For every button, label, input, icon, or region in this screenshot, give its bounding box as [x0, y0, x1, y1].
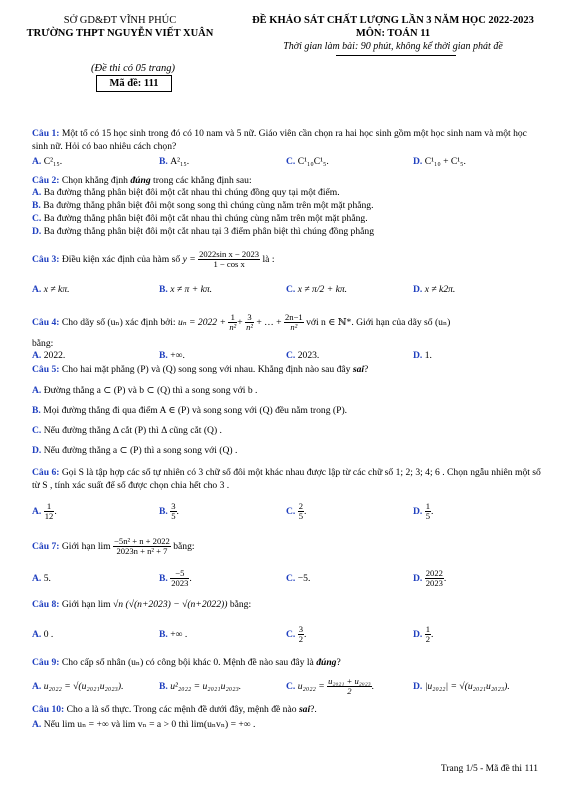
- q10-option-a[interactable]: A. Nếu lim uₙ = +∞ và lim vₙ = a > 0 thì lim(uₙvₙ) = +∞ .: [32, 719, 256, 730]
- question-6-label: Câu 6:: [32, 467, 60, 478]
- option-key: D.: [413, 350, 425, 361]
- question-8-text: Giới hạn lim: [61, 599, 111, 610]
- question-4-label: Câu 4:: [32, 317, 60, 328]
- option-key: D.: [32, 226, 44, 237]
- q6-c-key: C.: [286, 506, 296, 517]
- question-7-options: [32, 567, 542, 591]
- question-10-text: Cho a là số thực. Trong các mệnh đề dưới đây, mệnh đề nào: [66, 704, 297, 715]
- q9-a-key: A.: [32, 681, 42, 692]
- q4-formula-mid: + … +: [256, 317, 282, 328]
- q7-fraction: [113, 537, 171, 556]
- q3-func-denominator: 1 − cos x: [213, 259, 245, 270]
- q3-func-numerator: 2022sin x − 2023: [199, 249, 260, 260]
- q9-c-den: 2: [347, 686, 352, 697]
- question-5-label: Câu 5:: [32, 364, 60, 375]
- question-3-label: Câu 3:: [32, 254, 60, 265]
- question-5-emphasis: sai: [352, 364, 365, 375]
- q4-term-1-den: n²: [229, 322, 237, 333]
- q6-a-num: 1: [44, 502, 55, 512]
- q2-option-c[interactable]: C. Ba đường thẳng phân biệt đôi một cắt nhau thì chúng cùng nằm trên một mặt phẳng.: [32, 213, 368, 224]
- option-key: A.: [32, 719, 44, 730]
- q9-option-a[interactable]: [32, 675, 123, 699]
- q5-option-b[interactable]: B. Mọi đường thẳng đi qua điểm A ∈ (P) và song song với (Q) đều nằm trong (P).: [32, 405, 348, 416]
- question-3-text-after: là :: [262, 254, 275, 265]
- q4-term-n-den: n²: [290, 322, 298, 333]
- q8-c-key: C.: [286, 629, 296, 640]
- q9-d-value: |u₂₀₂₂| = √(u₂₀₂₁u₂₀₂₃).: [424, 681, 510, 692]
- question-7-label: Câu 7:: [32, 541, 60, 552]
- q3-option-d[interactable]: D. x ≠ k2π.: [413, 284, 456, 295]
- q6-option-a[interactable]: A. $\frac{1}{12}$ .: [32, 501, 57, 522]
- q9-b-key: B.: [159, 681, 168, 692]
- q4-term-n: [284, 313, 304, 332]
- option-key: A.: [32, 385, 44, 396]
- pages-note: (Đề thi có 05 trang): [91, 63, 175, 74]
- option-key: C.: [286, 284, 298, 295]
- question-4-cont: bằng:: [32, 338, 54, 349]
- question-9-label: Câu 9:: [32, 657, 60, 668]
- q7-b-key: B.: [159, 573, 168, 584]
- option-key: A.: [32, 284, 44, 295]
- question-9-emphasis: đúng: [316, 657, 337, 668]
- q1-option-b[interactable]: B. A²₁₅.: [159, 156, 190, 167]
- q3-function-fraction: [198, 250, 260, 269]
- q9-option-d[interactable]: [413, 675, 510, 699]
- q6-option-b[interactable]: B. $\frac{3}{5}$ .: [159, 501, 179, 522]
- q8-d-key: D.: [413, 629, 423, 640]
- question-10-emphasis: sai: [298, 704, 311, 715]
- option-key: C.: [32, 425, 44, 436]
- question-7-text: Giới hạn lim: [61, 541, 111, 552]
- q3-option-b[interactable]: B. x ≠ π + kπ.: [159, 284, 213, 295]
- q1-option-d[interactable]: D. C¹₁₀ + C¹₅.: [413, 156, 466, 167]
- q7-b-den: 2023: [171, 578, 189, 589]
- subject: MÔN: TOÁN 11: [355, 28, 431, 39]
- q3-function-lhs: y =: [182, 254, 196, 265]
- q7-b-num: −5: [170, 569, 189, 579]
- question-5-text: Cho hai mặt phẳng (P) và (Q) song song với nhau. Khẳng định nào sau đây: [61, 364, 351, 375]
- question-2-text: Chọn khẳng định: [61, 175, 128, 186]
- option-key: D.: [32, 445, 44, 456]
- question-9: Câu 9: Cho cấp số nhân (uₙ) có công bội khác 0. Mệnh đề nào sau đây là đúng?: [32, 657, 341, 668]
- q3-option-c[interactable]: C. x ≠ π/2 + kπ.: [286, 284, 348, 295]
- question-4-options: [32, 349, 542, 363]
- question-8-options: [32, 622, 542, 648]
- q4-option-d[interactable]: D. 1.: [413, 350, 432, 361]
- q4-formula-tail: với n ∈ ℕ*. Giới hạn của dãy số (uₙ): [306, 317, 451, 328]
- q9-a-value: u₂₀₂₂ = √(u₂₀₂₁u₂₀₂₃).: [43, 681, 124, 692]
- q6-option-c[interactable]: C. $\frac{2}{5}$ .: [286, 501, 307, 522]
- option-key: B.: [159, 156, 171, 167]
- option-key: C.: [286, 156, 298, 167]
- q6-b-num: 3: [171, 501, 176, 512]
- question-8: [32, 597, 542, 613]
- q9-d-key: D.: [413, 681, 423, 692]
- q9-c-key: C.: [286, 681, 296, 692]
- q6-b-den: 5: [171, 511, 176, 522]
- q6-c-den: 5: [298, 511, 304, 522]
- q7-option-a[interactable]: [32, 567, 51, 591]
- q8-d-den: 2: [425, 634, 431, 645]
- q9-option-c[interactable]: C. u₂₀₂₂ = $\frac{\text{u₂₀₂₁ + u₂₀₂₃}}{2}$ .: [286, 676, 375, 697]
- question-10-label: Câu 10:: [32, 704, 65, 715]
- option-key: B.: [159, 284, 171, 295]
- option-key: D.: [413, 156, 425, 167]
- q6-d-num: 1: [425, 501, 431, 512]
- q9-option-b[interactable]: [159, 675, 241, 699]
- page-footer: Trang 1/5 - Mã đề thi 111: [440, 764, 538, 774]
- question-6: [32, 467, 542, 492]
- q4-formula-start: uₙ = 2022 +: [177, 317, 226, 328]
- q4-term-1-num: 1: [228, 313, 237, 323]
- q7-denominator: 2023n + n² + 7: [116, 546, 168, 557]
- q7-d-num: 2022: [425, 568, 443, 579]
- question-2-label: Câu 2:: [32, 175, 60, 186]
- q7-a-value: 5.: [43, 573, 51, 584]
- q7-option-c[interactable]: [286, 567, 310, 591]
- question-4: Câu 4: Cho dãy số (uₙ) xác định bởi: uₙ = 2022 + $\frac{1}{\text{n²}}$ + $\frac{3}{\text{n²}}$ + … + $\frac{2n-1}{\text{n²}}$ với n ∈ ℕ*. Giới hạn của dãy số (uₙ): [32, 312, 451, 333]
- question-1: [32, 128, 542, 153]
- question-5: Câu 5: Cho hai mặt phẳng (P) và (Q) song song với nhau. Khẳng định nào sau đây sai?: [32, 364, 369, 375]
- question-3: [32, 248, 542, 272]
- q5-option-c[interactable]: C. Nếu đường thẳng Δ cắt (P) thì Δ cũng cắt (Q) .: [32, 425, 222, 436]
- q6-c-num: 2: [298, 501, 304, 512]
- q7-numerator: −5n² + n + 2022: [114, 536, 170, 547]
- q9-c-num: u₂₀₂₁ + u₂₀₂₃: [328, 676, 371, 687]
- q7-option-b[interactable]: B. $\frac{-5}{2023}$ .: [159, 568, 192, 589]
- question-9-text: Cho cấp số nhân (uₙ) có công bội khác 0. Mệnh đề nào sau đây là: [61, 657, 314, 668]
- q4-term-n-num: 2n−1: [284, 312, 303, 323]
- q4-option-a[interactable]: A. 2022.: [32, 350, 66, 361]
- q6-a-den: 12: [44, 511, 54, 522]
- q1-option-c[interactable]: C. C¹₁₀C¹₅.: [286, 156, 329, 167]
- exam-title: ĐỀ KHẢO SÁT CHẤT LƯỢNG LẦN 3 NĂM HỌC 2022-2023: [252, 15, 534, 26]
- question-1-text: Một tổ có 15 học sinh trong đó có 10 nam và 5 nữ. Giáo viên cần chọn ra hai học sinh gồm một học sinh nam và một học sinh nữ. Hỏi có bao nhiêu cách chọn?: [32, 128, 527, 152]
- q7-c-key: C.: [286, 573, 296, 584]
- question-8-label: Câu 8:: [32, 599, 60, 610]
- q6-d-den: 5: [425, 511, 431, 522]
- q8-option-d[interactable]: D. $\frac{1}{2}$ .: [413, 624, 434, 645]
- q6-d-key: D.: [413, 506, 423, 517]
- q7-a-key: A.: [32, 573, 42, 584]
- q3-option-a[interactable]: A. x ≠ kπ.: [32, 284, 70, 295]
- question-1-label: Câu 1:: [32, 128, 60, 139]
- question-2-text-after: trong các khẳng định sau:: [153, 175, 252, 186]
- q8-d-num: 1: [425, 624, 431, 635]
- option-key: B.: [32, 405, 44, 416]
- q4-term-2: [245, 313, 254, 332]
- q2-option-a[interactable]: A. Ba đường thẳng phân biệt đôi một cắt nhau thì chúng đồng quy tại một điểm.: [32, 187, 340, 198]
- option-key: A.: [32, 156, 44, 167]
- option-key: B.: [159, 350, 171, 361]
- q8-a-key: A.: [32, 629, 42, 640]
- q5-option-a[interactable]: A. Đường thẳng a ⊂ (P) và b ⊂ (Q) thì a song song với b .: [32, 385, 258, 396]
- option-key: C.: [286, 350, 298, 361]
- q8-b-key: B.: [159, 629, 168, 640]
- exam-code-box: Mã đề: 111: [96, 75, 172, 92]
- q7-d-key: D.: [413, 573, 423, 584]
- option-key: D.: [413, 284, 425, 295]
- question-7: [32, 534, 542, 560]
- question-7-text-after: bằng:: [173, 541, 195, 552]
- q8-option-c[interactable]: C. $\frac{3}{2}$ .: [286, 624, 307, 645]
- q8-option-b[interactable]: [159, 622, 187, 648]
- q4-option-b[interactable]: B. +∞.: [159, 350, 185, 361]
- time-note: Thời gian làm bài: 90 phút, không kể thời gian phát đề: [283, 41, 503, 52]
- q9-b-value: u²₂₀₂₂ = u₂₀₂₁u₂₀₂₃.: [170, 681, 242, 692]
- q4-option-c[interactable]: C. 2023.: [286, 350, 320, 361]
- question-8-text-after: bằng:: [229, 599, 252, 610]
- question-10: Câu 10: Cho a là số thực. Trong các mệnh đề dưới đây, mệnh đề nào sai?.: [32, 704, 317, 715]
- q8-option-a[interactable]: [32, 622, 53, 648]
- q4-term-2-num: 3: [245, 313, 254, 323]
- option-key: C.: [32, 213, 44, 224]
- q1-option-a[interactable]: A. C²₁₅.: [32, 156, 63, 167]
- question-3-text: Điều kiện xác định của hàm số: [61, 254, 181, 265]
- question-2-emphasis: đúng: [130, 175, 151, 186]
- q7-d-den: 2023: [425, 578, 443, 589]
- header-underline: [336, 55, 456, 56]
- question-6-options: [32, 500, 542, 524]
- q9-c-lhs: u₂₀₂₂ =: [297, 681, 325, 692]
- q7-option-d[interactable]: D. $\frac{2022}{2023}$ .: [413, 568, 447, 589]
- q8-expression: √n (√(n+2023) − √(n+2022)): [113, 599, 228, 610]
- q6-a-key: A.: [32, 506, 42, 517]
- q6-b-key: B.: [159, 506, 168, 517]
- question-3-options: [32, 283, 542, 297]
- department-name: SỞ GD&ĐT VĨNH PHÚC: [63, 15, 177, 26]
- option-key: B.: [32, 200, 44, 211]
- q7-c-value: −5.: [297, 573, 311, 584]
- option-key: A.: [32, 350, 44, 361]
- q2-option-b[interactable]: B. Ba đường thẳng phân biệt đôi một song song thì chúng cùng nằm trên một mặt phẳng.: [32, 200, 374, 211]
- question-1-options: [32, 155, 542, 169]
- q5-option-d[interactable]: D. Nếu đường thẳng a ⊂ (P) thì a song song với (Q) .: [32, 445, 238, 456]
- q4-term-2-den: n²: [246, 322, 253, 333]
- q2-option-d[interactable]: D. Ba đường thẳng phân biệt đôi một cắt nhau tại 3 điểm phân biệt thì chúng đồng phẳng: [32, 226, 375, 237]
- question-6-text: Gọi S là tập hợp các số tự nhiên có 3 chữ số đôi một khác nhau được lập từ các chữ số 1; 2; 3; 4; 6 . Chọn ngẫu nhiên một số từ S , tính xác suất để số được chọn chia hết cho 3 .: [32, 467, 541, 491]
- q8-b-value: +∞ .: [170, 629, 188, 640]
- option-key: A.: [32, 187, 44, 198]
- q8-c-num: 3: [298, 624, 304, 635]
- question-4-text: Cho dãy số (uₙ) xác định bởi:: [61, 317, 176, 328]
- q6-option-d[interactable]: D. $\frac{1}{5}$ .: [413, 501, 434, 522]
- q8-c-den: 2: [298, 634, 304, 645]
- question-9-options: [32, 675, 542, 699]
- q4-term-1: [228, 313, 237, 332]
- school-name: TRƯỜNG THPT NGUYỄN VIẾT XUÂN: [26, 28, 214, 39]
- q8-a-value: 0 .: [43, 629, 54, 640]
